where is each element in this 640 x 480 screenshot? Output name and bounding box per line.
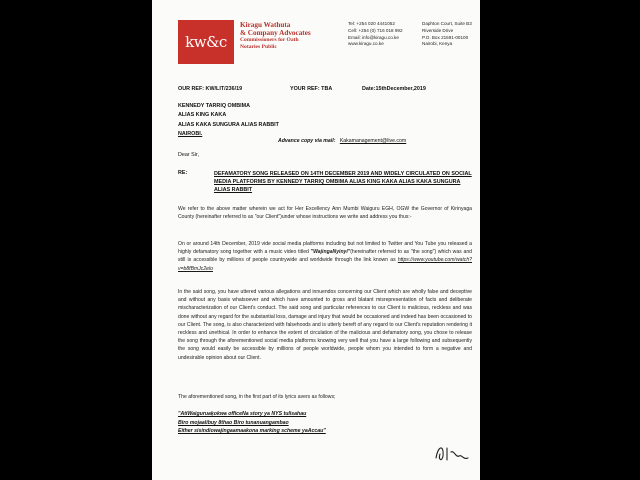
addressee-line-1: KENNEDY TARRIQ OMBIMA bbox=[178, 103, 250, 109]
lyrics-line-3: Either sisindiowajingaamaakona marking scheme yaAccau" bbox=[178, 428, 326, 435]
addressee-block bbox=[178, 102, 279, 139]
song-title: "WajingaNyinyi" bbox=[310, 249, 351, 256]
salutation: Dear Sir, bbox=[178, 152, 199, 158]
advance-copy-label: Advance copy via mail: bbox=[278, 138, 336, 144]
paragraph-2-part-a: On or around 14th December, 2019 vide social media platforms including but not limited to Twitter and You Tube you released a highly defamatory song together with a music video titled bbox=[178, 241, 472, 256]
contact-email: Email: info@kiragu.co.ke bbox=[348, 34, 399, 40]
paragraph-4: The aforementioned song, in the first part of its lyrics avers as follows; bbox=[178, 394, 336, 400]
firm-sub-line-1: Commissioners for Oath bbox=[240, 37, 299, 43]
paragraph-2-part-b: (hereinafter referred to as "the song") which was and still is accessible by millions of people countrywide and worldwide through the link known as bbox=[178, 249, 472, 264]
firm-name-line-2: & Company Advocates bbox=[240, 29, 311, 37]
paragraph-2 bbox=[178, 240, 472, 273]
letter-page bbox=[152, 0, 480, 480]
signature-mark bbox=[432, 438, 472, 466]
our-ref: OUR REF: KW/LIT/236/19 bbox=[178, 86, 243, 92]
contact-tel: Tel: +254 020 4441052 bbox=[348, 21, 395, 26]
advance-copy bbox=[278, 138, 406, 144]
addressee-city: NAIROBI. bbox=[178, 130, 203, 137]
addressee-line-3: ALIAS KAKA SUNGURA ALIAS RABBIT bbox=[178, 121, 279, 128]
address-line-3: P.O. Box 21591-00100 bbox=[422, 34, 469, 40]
address-block bbox=[422, 21, 478, 48]
letter-date: Date:15thDecember,2019 bbox=[362, 86, 426, 92]
firm-logo bbox=[178, 20, 234, 64]
paragraph-1: We refer to the above matter wherein we act for Her Excellency Ann Mumbi Waiguru EGH, OGW the Governor of Kirinyaga County (hereinafter referred to as "our Client")under whose instructions we write and address you thus:- bbox=[178, 206, 472, 221]
youtube-link[interactable]: https://www.youtube.com/watch?v=b8fBmJc2elo bbox=[178, 257, 472, 272]
firm-block bbox=[240, 21, 344, 51]
lyrics-line-1: "AtiWaiguruaķokwa officeNa story ya NYS tulisahau bbox=[178, 411, 307, 417]
contact-block bbox=[348, 21, 422, 48]
subject-label: RE: bbox=[178, 170, 188, 176]
lyrics-quote bbox=[178, 410, 326, 436]
contact-web: www.kiragu.co.ke bbox=[348, 41, 384, 47]
advance-copy-email: Kakamanagement@live.com bbox=[339, 138, 407, 144]
your-ref: YOUR REF: TBA bbox=[290, 86, 333, 92]
address-line-2: Riverside Drive bbox=[422, 27, 454, 33]
paragraph-3: In the said song, you have uttered various allegations and innuendos concerning our Client which are wholly false and deceptive and without any basis whatsoever and which have amounted to gross and blatant misrepresentation of facts and deliberate mischaracterization of our Client's conduct. The said song and particular references to our Client is malicious, reckless and was done without any regard for the substantial loss, damage and injury that would be occasioned and indeed has been occasioned to our Client. The song, is also characterized with falsehoods and is utterly bereft of any regard to our Client's reputation rendering it reckless and unethical. In order to enhance the extent of circulation of the malicious and defamatory song, you chose to release the song through the aforementioned social media platforms knowing very well that you have a large following and subsequently the song would easily be accessible by millions of people worldwide, people whom you intended to form a negative and undesirable opinion about our Client. bbox=[178, 289, 472, 361]
contact-cell: Cell: +254 (0) 716 018 992 bbox=[348, 27, 403, 33]
addressee-line-2: ALIAS KING KAKA bbox=[178, 112, 227, 119]
address-line-4: Nairobi, Kenya bbox=[422, 41, 453, 47]
subject-text: DEFAMATORY SONG RELEASED ON 14TH DECEMBER 2019 AND WIDELY CIRCULATED ON SOCIAL MEDIA PLATFORMS BY KENNEDY TARRIQ OMBIMA ALIAS KING KAKA ALIAS KAKA SUNGURA ALIAS RABBIT bbox=[214, 171, 472, 194]
address-line-1: Daphton Court, Suite B3 bbox=[422, 21, 472, 26]
lyrics-line-2: Biro mojaalibuy 8thao Biro tunanuangambao bbox=[178, 419, 289, 426]
firm-name-line-1: Kiragu Wathuta bbox=[240, 21, 291, 29]
logo-mark: kw&c bbox=[185, 33, 227, 51]
firm-sub-line-2: Notaries Public bbox=[240, 44, 277, 50]
